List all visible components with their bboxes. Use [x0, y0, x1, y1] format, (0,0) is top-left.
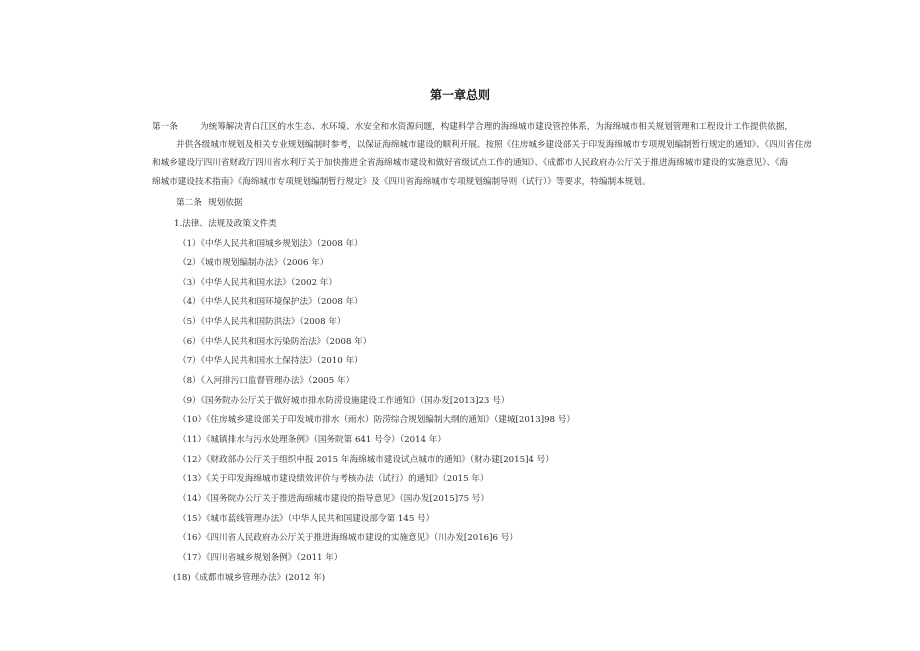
- article-2-line: [176, 197, 242, 209]
- list-item: （15）《城市蓝线管理办法》（中华人民共和国建设部令第 145 号）: [178, 514, 435, 524]
- list-item: （5）《中华人民共和国防洪法》（2008 年）: [178, 317, 346, 327]
- list-item: （9）《国务院办公厅关于做好城市排水防涝设施建设工作通知》（国办发[2013]23 号）: [178, 396, 510, 406]
- article-2-heading: 规划依据: [208, 198, 243, 208]
- list-item: （7）《中华人民共和国水土保持法》（2010 年）: [178, 356, 363, 366]
- article-1-label: 第一条: [152, 122, 178, 132]
- list-item: （10）《住房城乡建设部关于印发城市排水（雨水）防涝综合规划编制大纲的通知》（建城[2013]98 号）: [178, 415, 575, 425]
- list-item: （8）《入河排污口监督管理办法》（2005 年）: [178, 376, 355, 386]
- list-item: （6）《中华人民共和国水污染防治法》（2008 年）: [178, 337, 372, 347]
- article-1-line-2: 并供各级城市规划及相关专业规划编制时参考，以保证海绵城市建设的顺利开展。按照《住房城乡建设部关于印发海绵城市专项规划编制暂行规定的通知》、《四川省住房: [176, 140, 812, 150]
- list-item: （13）《关于印发海绵城市建设绩效评价与考核办法（试行）的通知》（2015 年）: [178, 474, 489, 484]
- list-item: （16）《四川省人民政府办公厅关于推进海绵城市建设的实施意见》（川办发[2016]6 号）: [178, 533, 518, 543]
- article-1-text-1: 为统筹解决青白江区的水生态、水环境、水安全和水资源问题，构建科学合理的海绵城市建设管控体系，为海绵城市相关规划管理和工程设计工作提供依据，: [200, 122, 793, 132]
- list-item: （11）《城镇排水与污水处理条例》（国务院第 641 号令）（2014 年）: [178, 435, 446, 445]
- article-1-line-3: 和城乡建设厅四川省财政厅四川省水利厅关于加快推进全省海绵城市建设和做好省级试点工作的通知》、《成都市人民政府办公厅关于推进海绵城市建设的实施意见》、《海: [152, 158, 788, 168]
- list-item: (18)《成都市城乡管理办法》(2012 年): [173, 573, 326, 583]
- list-item: （3）《中华人民共和国水法》（2002 年）: [178, 278, 337, 288]
- list-item: （17）《四川省城乡规划条例》（2011 年）: [178, 553, 343, 563]
- list-item: （2）《城市规划编制办法》（2006 年）: [178, 258, 329, 268]
- list-item: （12）《财政部办公厅关于组织申报 2015 年海绵城市建设试点城市的通知》（财办建[2015]4 号）: [178, 455, 554, 465]
- chapter-title: 第一章总则: [429, 88, 490, 102]
- article-1-line-4: 绵城市建设技术指南》《海绵城市专项规划编制暂行规定》及《四川省海绵城市专项规划编制导则（试行）》等要求，特编制本规划。: [152, 177, 651, 187]
- article-2-label: 第二条: [176, 198, 202, 208]
- list-item: （4）《中华人民共和国环境保护法》（2008 年）: [178, 297, 363, 307]
- article-1-line-1: [152, 121, 793, 133]
- list-item: （14）《国务院办公厅关于推进海绵城市建设的指导意见》（国办发[2015]75 号）: [178, 494, 489, 504]
- section-1-heading: 1.法律、法规及政策文件类: [174, 219, 277, 229]
- list-item: （1）《中华人民共和国城乡规划法》（2008 年）: [178, 239, 363, 249]
